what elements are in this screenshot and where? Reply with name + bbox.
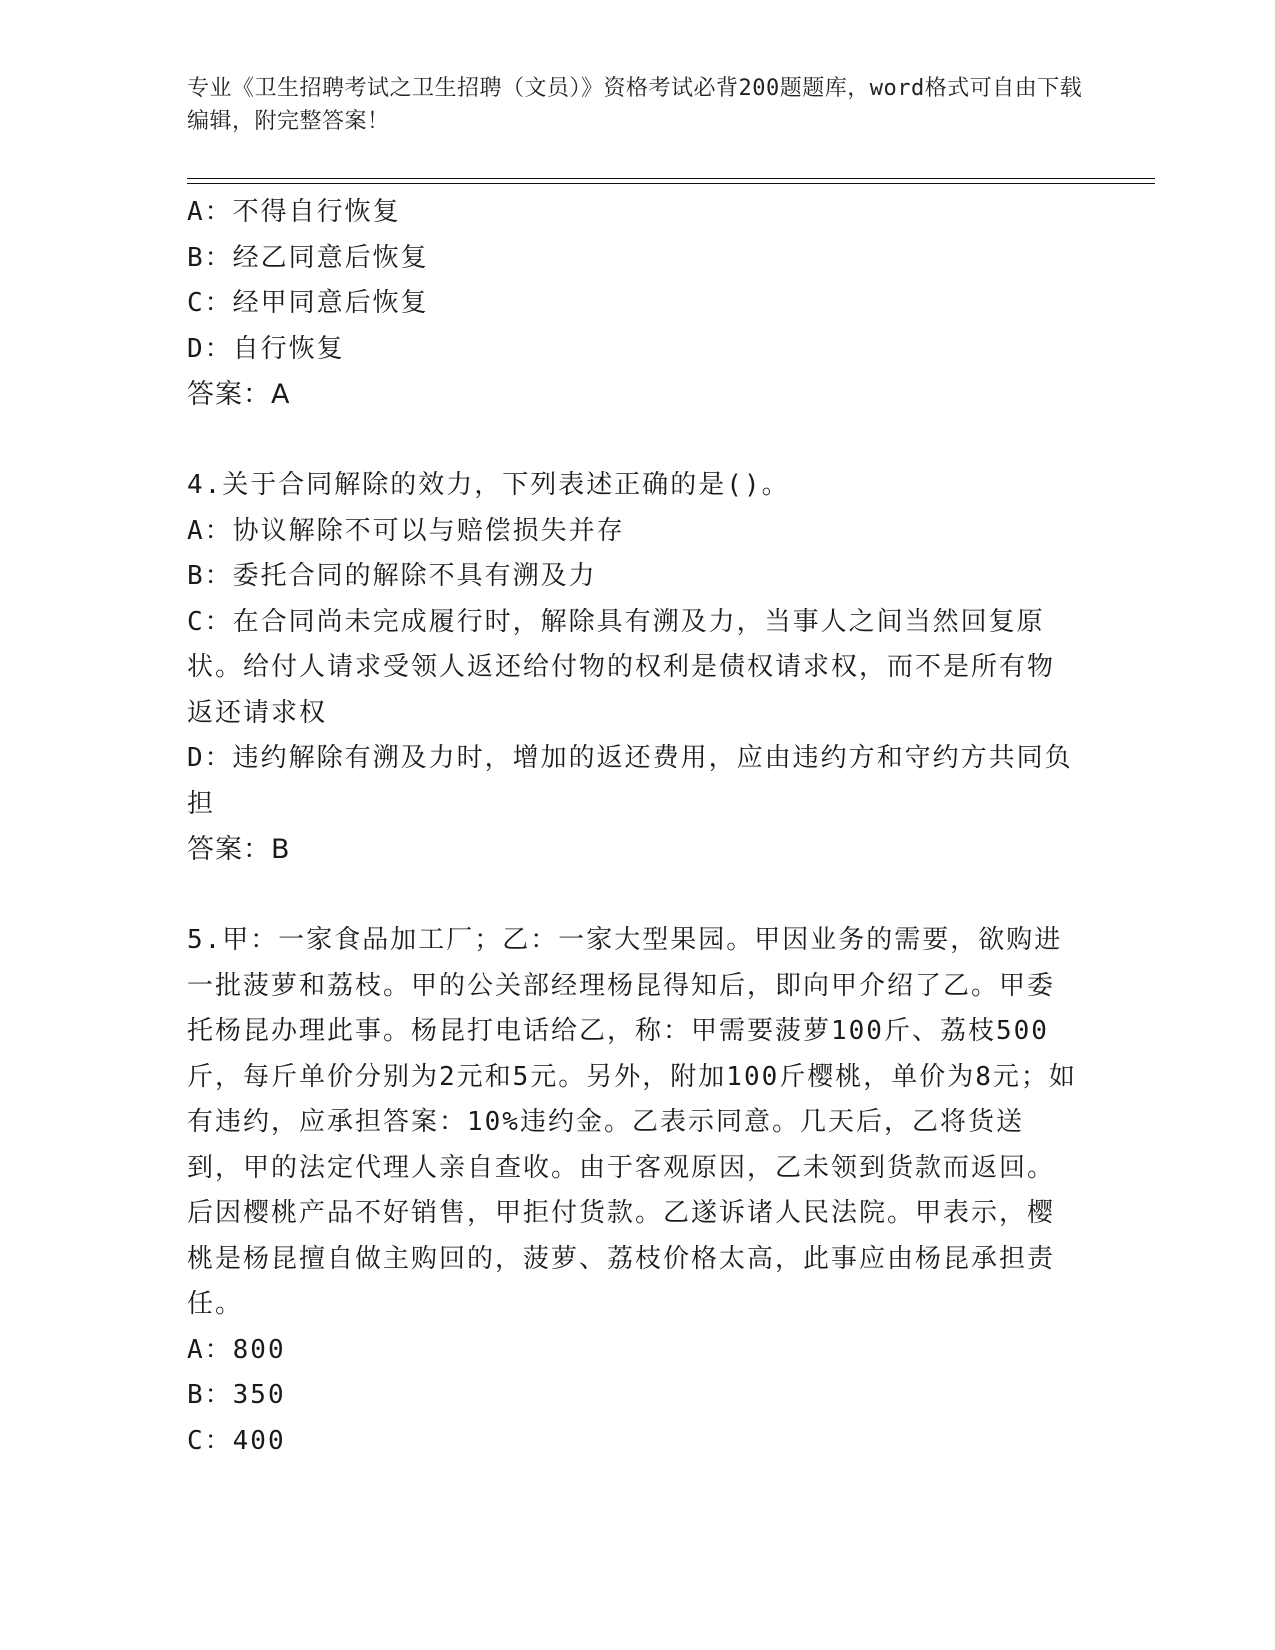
spacer [187,418,1077,464]
option-d: D：自行恢复 [187,333,345,364]
option-d: D：违约解除有溯及力时，增加的返还费用，应由违约方和守约方共同负担 [187,743,1073,819]
option-b: B：委托合同的解除不具有溯及力 [187,561,597,591]
question-text: 4.关于合同解除的效力，下列表述正确的是()。 [187,470,790,500]
option-a: A：800 [187,1334,286,1365]
answer-line: 答案：B [187,834,291,865]
question-3-block [187,190,1077,418]
option-b: B：经乙同意后恢复 [187,242,429,273]
document-header: 专业《卫生招聘考试之卫生招聘（文员）》资格考试必背200题题库，word格式可自由下载编辑，附完整答案！ [187,76,1083,134]
spacer [187,873,1077,919]
option-a: A：协议解除不可以与赔偿损失并存 [187,515,625,546]
option-b: B：350 [187,1380,286,1410]
option-a: A：不得自行恢复 [187,197,401,227]
question-4-block [187,463,1077,873]
answer-line: 答案：A [187,379,291,410]
option-c: C：在合同尚未完成履行时，解除具有溯及力，当事人之间当然回复原状。给付人请求受领人返还给付物的权利是债权请求权，而不是所有物返还请求权 [187,606,1056,728]
header-rule-bottom [187,183,1155,184]
header-rule-top [187,178,1155,179]
document-body [187,190,1077,1464]
question-5-block [187,918,1077,1464]
option-c: C：400 [187,1425,286,1456]
option-c: C：经甲同意后恢复 [187,288,429,318]
question-text: 5.甲：一家食品加工厂；乙：一家大型果园。甲因业务的需要，欲购进一批菠萝和荔枝。甲的公关部经理杨昆得知后，即向甲介绍了乙。甲委托杨昆办理此事。杨昆打电话给乙，称：甲需要菠萝100斤、荔枝500斤，每斤单价分别为2元和5元。另外，附加100斤樱桃，单价为8元；如有违约，应承担答案：10%违约金。乙表示同意。几天后，乙将货送到，甲的法定代理人亲自查收。由于客观原因，乙未领到货款而返回。后因樱桃产品不好销售，甲拒付货款。乙遂诉诸人民法院。甲表示，樱桃是杨昆擅自做主购回的，菠萝、荔枝价格太高，此事应由杨昆承担责任。 [187,925,1077,1319]
